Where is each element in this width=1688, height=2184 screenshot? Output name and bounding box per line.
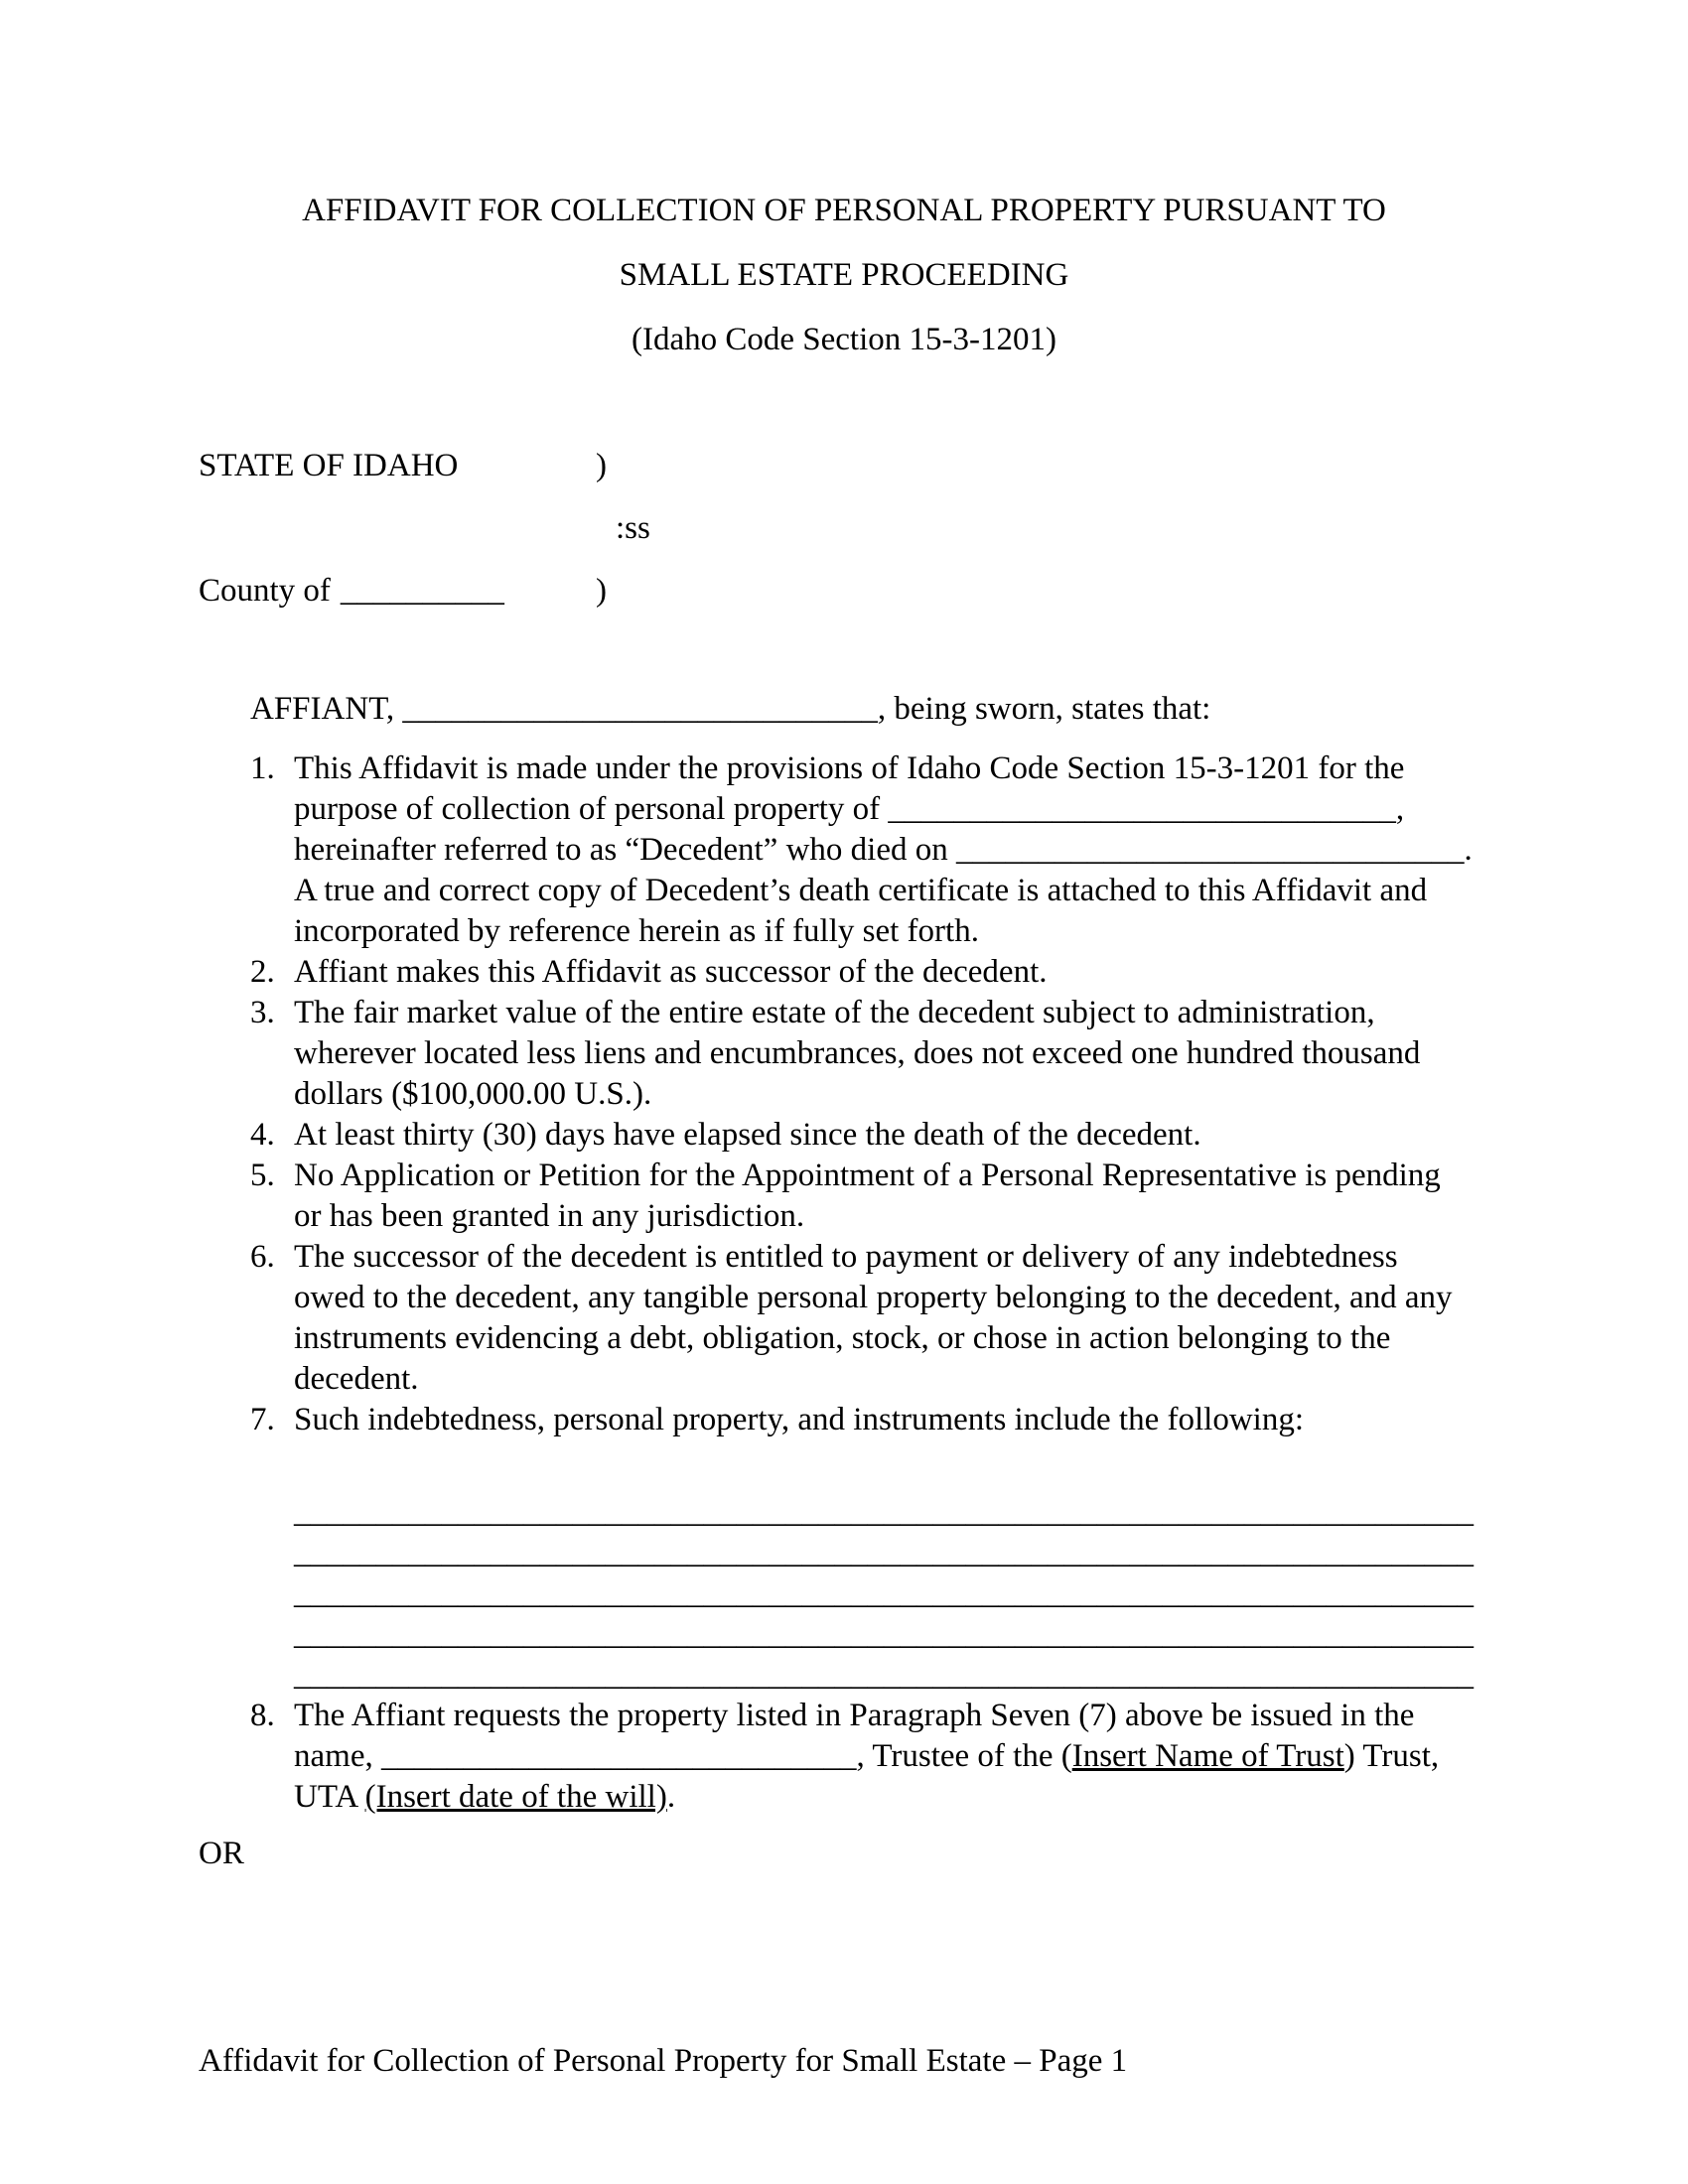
text-run: incorporated by reference herein as if fully set forth. [294, 913, 979, 949]
text-run: A true and correct copy of Decedent’s death certificate is attached to this Affidavit and [294, 873, 1428, 908]
title-line-2: SMALL ESTATE PROCEEDING [619, 257, 1069, 293]
text-run: The Affiant requests the property listed in Paragraph Seven (7) above be issued in the [294, 1698, 1415, 1733]
text-line [294, 1359, 1489, 1400]
text-run: owed to the decedent, any tangible personal property belonging to the decedent, and any [294, 1280, 1453, 1315]
list-item-1 [250, 749, 1489, 952]
item-text [294, 952, 1489, 993]
text-line [294, 1196, 1489, 1237]
text-line [294, 1033, 1489, 1074]
title-line-3: (Idaho Code Section 15-3-1201) [632, 322, 1056, 357]
venue-state-row [199, 446, 1489, 486]
item-number: 8. [250, 1698, 275, 1733]
text-line [250, 689, 1489, 730]
writein-blank-line: ________________________________________________________________________ [294, 1535, 1474, 1570]
text-run: wherever located less liens and encumbrances, does not exceed one hundred thousand [294, 1035, 1421, 1071]
list-item-2 [250, 952, 1489, 993]
item-text [294, 993, 1489, 1115]
writein-blank-line: ________________________________________________________________________ [294, 1575, 1474, 1611]
or-connector [199, 1834, 1489, 1874]
text-run: decedent. [294, 1361, 419, 1397]
writein-lines [250, 1492, 1489, 1696]
text-run: or has been granted in any jurisdiction. [294, 1198, 805, 1234]
text-line [294, 1074, 1489, 1115]
state-paren: ) [596, 448, 607, 483]
county-paren: ) [596, 573, 607, 609]
item-text [294, 1696, 1489, 1818]
text-line [294, 952, 1489, 993]
list-item-3 [250, 993, 1489, 1115]
text-run: At least thirty (30) days have elapsed since the death of the decedent. [294, 1117, 1201, 1153]
text-line [294, 1115, 1489, 1156]
text-run: name, _____________________________, Trustee of the ( [294, 1738, 1072, 1774]
text-run: No Application or Petition for the Appointment of a Personal Representative is pending [294, 1158, 1441, 1193]
text-run: purpose of collection of personal property of _______________________________, [294, 791, 1405, 827]
item-number: 7. [250, 1402, 275, 1437]
list-item-4 [250, 1115, 1489, 1156]
writein-blank-line: ________________________________________________________________________ [294, 1494, 1474, 1530]
text-line [294, 1696, 1489, 1736]
text-line [294, 1318, 1489, 1359]
item-number: 5. [250, 1158, 275, 1193]
state-label: STATE OF IDAHO [199, 448, 459, 483]
underlined-text: Insert Name of Trust [1071, 1738, 1344, 1774]
text-line [294, 789, 1489, 830]
document-body [199, 689, 1489, 1874]
text-run: OR [199, 1836, 244, 1871]
text-line [294, 1736, 1489, 1777]
text-line [294, 1777, 1489, 1818]
text-run: The successor of the decedent is entitled to payment or delivery of any indebtedness [294, 1239, 1398, 1275]
ss-label: :ss [616, 510, 650, 546]
text-run: UTA [294, 1779, 365, 1815]
item-number: 3. [250, 995, 275, 1030]
text-run: Such indebtedness, personal property, and instruments include the following: [294, 1402, 1304, 1437]
text-run: Affiant makes this Affidavit as successor of the decedent. [294, 954, 1048, 990]
text-run: hereinafter referred to as “Decedent” who died on _______________________________. [294, 832, 1473, 868]
text-line [294, 1278, 1489, 1318]
text-line [294, 1156, 1489, 1196]
text-line [294, 1237, 1489, 1278]
text-line [294, 993, 1489, 1033]
text-line [294, 911, 1489, 952]
page-footer: Affidavit for Collection of Personal Property for Small Estate – Page 1 [199, 2043, 1128, 2079]
venue-ss-row [199, 508, 1489, 549]
list-item-7 [250, 1400, 1489, 1440]
document-title [199, 191, 1489, 360]
item-number: 1. [250, 751, 275, 786]
underlined-text: (Insert date of the will) [364, 1779, 667, 1815]
item-text [294, 1237, 1489, 1400]
text-line [294, 749, 1489, 789]
list-item-6 [250, 1237, 1489, 1400]
county-blank-field: __________ [340, 573, 504, 609]
text-run: ) Trust, [1343, 1738, 1440, 1774]
text-line [294, 830, 1489, 871]
venue-block [199, 446, 1489, 612]
text-run: This Affidavit is made under the provisions of Idaho Code Section 15-3-1201 for the [294, 751, 1405, 786]
writein-blank-line: ________________________________________________________________________ [294, 1657, 1474, 1693]
text-run: dollars ($100,000.00 U.S.). [294, 1076, 652, 1112]
text-line [199, 1834, 1489, 1874]
item-text [294, 1156, 1489, 1237]
text-line [294, 871, 1489, 911]
text-run: . [666, 1779, 676, 1815]
item-text [294, 749, 1489, 952]
text-run: instruments evidencing a debt, obligation, stock, or chose in action belonging to the [294, 1320, 1391, 1356]
affiant-statement [250, 689, 1489, 730]
venue-county-row [199, 571, 1489, 612]
list-item-8 [250, 1696, 1489, 1818]
title-line-1: AFFIDAVIT FOR COLLECTION OF PERSONAL PROPERTY PURSUANT TO [302, 193, 1386, 228]
text-run: The fair market value of the entire estate of the decedent subject to administration, [294, 995, 1375, 1030]
item-text [294, 1400, 1489, 1440]
item-number: 6. [250, 1239, 275, 1275]
text-line [294, 1400, 1489, 1440]
county-label: County of [199, 573, 331, 609]
item-text [294, 1115, 1489, 1156]
item-number: 2. [250, 954, 275, 990]
item-number: 4. [250, 1117, 275, 1153]
text-run: AFFIANT, _____________________________, being sworn, states that: [250, 691, 1211, 727]
writein-blank-line: ________________________________________________________________________ [294, 1616, 1474, 1652]
list-item-5 [250, 1156, 1489, 1237]
